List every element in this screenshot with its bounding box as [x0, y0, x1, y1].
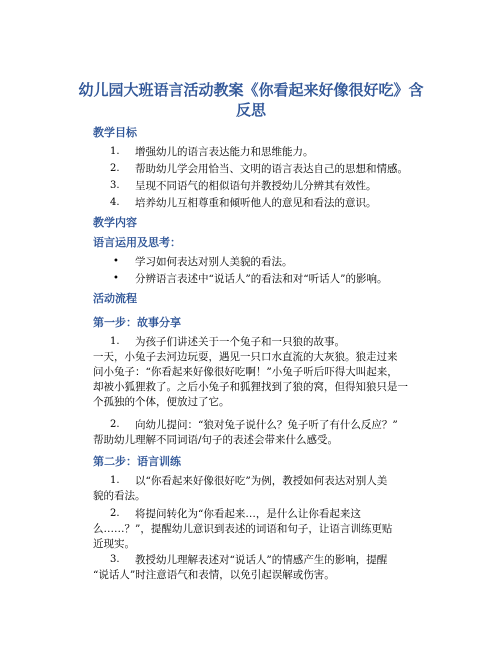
story-line: 个孤独的个体，便放过了它。 — [93, 396, 230, 408]
step2-number: 1. — [110, 475, 120, 486]
bullet-dot-icon: • — [113, 256, 119, 267]
content-bullet: 分辨语言表述中“说话人”的看法和对“听话人”的影响。 — [135, 273, 388, 285]
step1-number: 1. — [110, 336, 120, 347]
goal-number: 2. — [110, 163, 120, 174]
step2-item-continued: 近现实。 — [93, 538, 135, 550]
content-heading: 教学内容 — [93, 216, 137, 229]
content-subheading: 语言运用及思考： — [93, 236, 181, 249]
goal-item: 培养幼儿互相尊重和倾听他人的意见和看法的意识。 — [135, 197, 377, 209]
story-line: 问小兔子：“你看起来好像很好吃啊！”小兔子听后吓得大叫起来， — [93, 366, 398, 378]
title-line-2: 反思 — [235, 101, 266, 119]
step2-number: 3. — [110, 554, 120, 565]
goal-item: 增强幼儿的语言表达能力和思维能力。 — [135, 146, 314, 158]
document-title — [60, 80, 442, 120]
process-heading: 活动流程 — [93, 292, 137, 305]
story-line: 一天，小兔子去河边玩耍，遇见一只口水直流的大灰狼。狼走过来 — [93, 351, 398, 363]
goals-heading: 教学目标 — [93, 126, 137, 139]
content-bullet: 学习如何表达对别人美貌的看法。 — [135, 256, 293, 268]
step2-heading: 第二步：语言训练 — [93, 455, 181, 468]
goal-number: 3. — [110, 180, 120, 191]
step2-item-continued: 么……？”，提醒幼儿意识到表述的词语和句子，让语言训练更贴 — [93, 523, 393, 535]
step1-item-continued: 帮助幼儿理解不同词语/句子的表述会带来什么感受。 — [93, 434, 339, 446]
goal-item: 帮助幼儿学会用恰当、文明的语言表达自己的思想和情感。 — [135, 163, 408, 175]
step1-number: 2. — [110, 419, 120, 430]
goal-number: 1. — [110, 146, 120, 157]
goal-number: 4. — [110, 197, 120, 208]
step2-item: 将提问转化为“你看起来…，是什么让你看起来这 — [135, 508, 361, 520]
goal-item: 呈现不同语气的相似语句并教授幼儿分辨其有效性。 — [135, 180, 377, 192]
step1-heading: 第一步：故事分享 — [93, 316, 181, 329]
step2-item-continued: “说话人”时注意语气和表情，以免引起误解或伤害。 — [93, 569, 335, 581]
step1-item: 向幼儿提问：“狼对兔子说什么？兔子听了有什么反应？” — [135, 419, 398, 431]
title-line-1: 幼儿园大班语言活动教案《你看起来好像很好吃》含 — [78, 81, 424, 99]
step2-item-continued: 貌的看法。 — [93, 490, 146, 502]
story-line: 却被小狐狸救了。之后小兔子和狐狸找到了狼的窝，但得知狼只是一 — [93, 381, 408, 393]
bullet-dot-icon: • — [113, 273, 119, 284]
step2-item: 教授幼儿理解表述对“说话人”的情感产生的影响，提醒 — [135, 554, 388, 566]
step1-item: 为孩子们讲述关于一个兔子和一只狼的故事。 — [135, 336, 345, 348]
step2-number: 2. — [110, 508, 120, 519]
step2-item: 以“你看起来好像很好吃”为例，教授如何表达对别人美 — [135, 475, 388, 487]
